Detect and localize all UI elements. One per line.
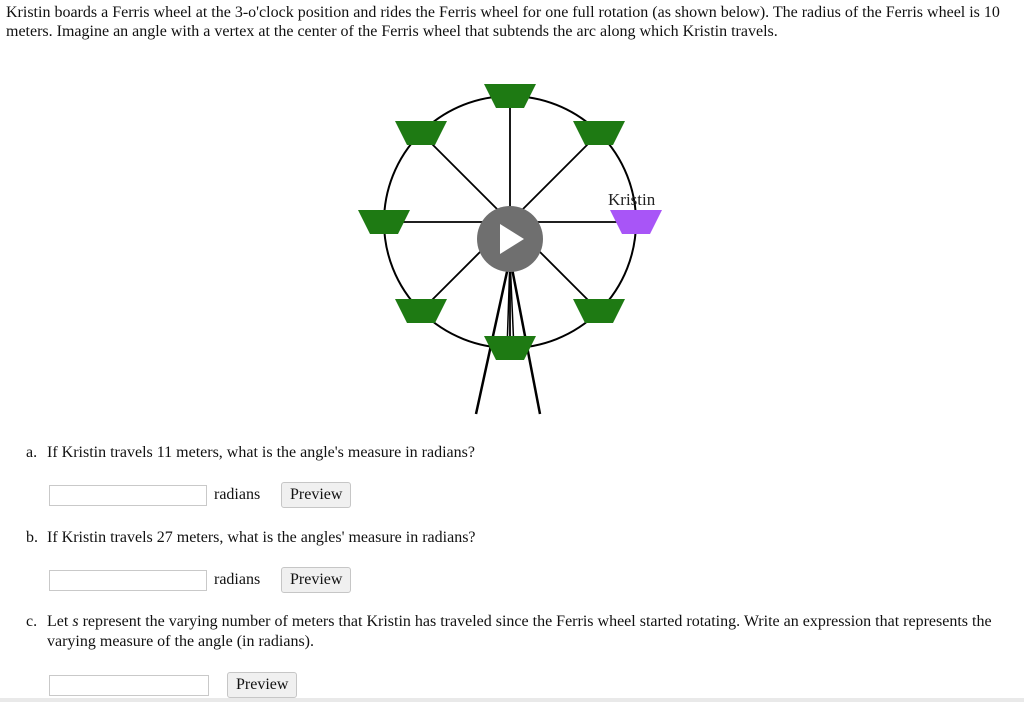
car-upper-right [573,121,625,145]
play-button[interactable] [477,206,543,272]
car-kristin [610,210,662,234]
question-c-text-before: Let [47,613,73,630]
question-c-label: c. [26,613,38,630]
problem-statement: Kristin boards a Ferris wheel at the 3-o'clock position and rides the Ferris wheel for one full rotation (as shown below). The radius of the Ferris wheel is 10 meters. Imagine an angle with a vertex at the center of the Ferris wheel that subtends the arc along which Kristin travels. [6,4,1000,40]
answer-a-input[interactable] [49,485,207,506]
car-lower-left [395,299,447,323]
question-b-label: b. [26,529,38,546]
bottom-divider [0,698,1024,702]
answer-c-input[interactable] [49,675,209,696]
rider-label: Kristin [608,190,656,209]
question-c-variable: s [72,613,79,630]
preview-c-button[interactable]: Preview [227,672,297,698]
preview-a-button[interactable]: Preview [281,482,351,508]
preview-b-button[interactable]: Preview [281,567,351,593]
car-upper-left [395,121,447,145]
question-b-text: If Kristin travels 27 meters, what is the angles' measure in radians? [47,529,476,546]
ferris-wheel-figure [350,78,680,420]
question-c-text [47,612,1006,652]
car-lower-right [573,299,625,323]
answer-a-unit: radians [214,486,261,503]
question-c [26,612,1006,652]
car-left [358,210,410,234]
answer-b-unit: radians [214,571,261,588]
question-a [26,443,475,463]
ferris-wheel-diagram [350,78,680,420]
question-a-label: a. [26,444,38,461]
car-top [484,84,536,108]
answer-b-input[interactable] [49,570,207,591]
question-a-text: If Kristin travels 11 meters, what is the angle's measure in radians? [47,444,475,461]
question-b [26,528,476,548]
question-c-text-after: represent the varying number of meters that Kristin has traveled since the Ferris wheel started rotating. Write an expression that represents the varying measure of the angle (in radians). [47,613,992,650]
